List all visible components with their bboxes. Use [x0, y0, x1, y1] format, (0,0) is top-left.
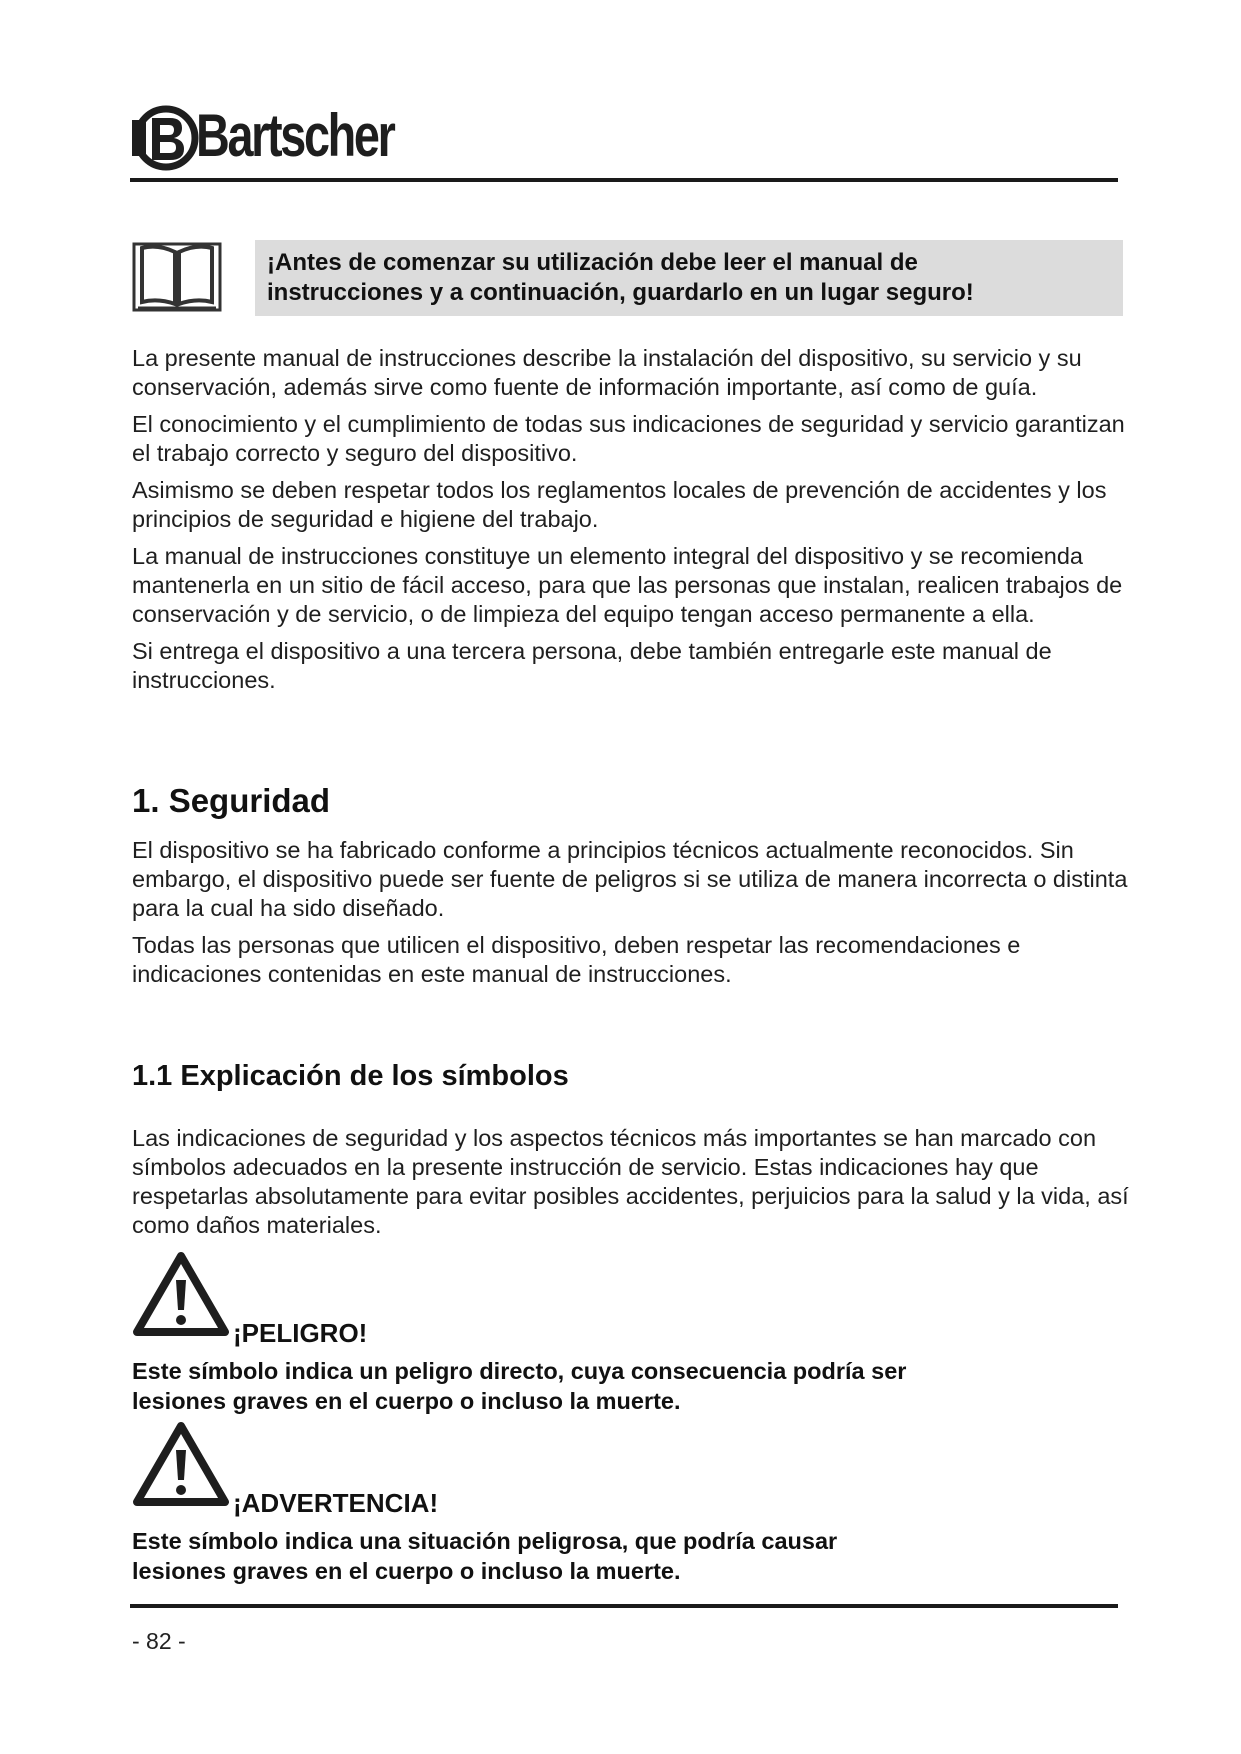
- brand-logo: [132, 98, 392, 178]
- header-rule: [130, 178, 1118, 182]
- intro-paragraph: Asimismo se deben respetar todos los reglamentos locales de prevención de accidentes y los principios de seguridad e higiene del trabajo.: [132, 477, 1107, 532]
- danger-desc-line-2: lesiones graves en el cuerpo o incluso la muerte.: [132, 1388, 681, 1414]
- warning-description: [132, 1526, 1032, 1586]
- section1-paragraph: Todas las personas que utilicen el dispositivo, deben respetar las recomendaciones e indicaciones contenidas en este manual de instrucciones.: [132, 932, 1021, 987]
- intro-paragraph: El conocimiento y el cumplimiento de todas sus indicaciones de seguridad y servicio garantizan el trabajo correcto y seguro del dispositivo.: [132, 411, 1125, 466]
- notice-line-2: instrucciones y a continuación, guardarlo en un lugar seguro!: [267, 279, 974, 306]
- intro-paragraph: Si entrega el dispositivo a una tercera persona, debe también entregarle este manual de instrucciones.: [132, 638, 1052, 693]
- intro-paragraph: La manual de instrucciones constituye un elemento integral del dispositivo y se recomienda mantenerla en un sitio de fácil acceso, para que las personas que instalan, realicen trabajos de conservación y de servicio, o de limpieza del equipo tengan acceso permanente a ella.: [132, 543, 1123, 627]
- section1-paragraph: El dispositivo se ha fabricado conforme a principios técnicos actualmente reconocidos. Sin embargo, el dispositivo puede ser fuente de peligros si se utiliza de manera incorrecta o distinta para la cual ha sido diseñado.: [132, 837, 1128, 921]
- notice-line-1: ¡Antes de comenzar su utilización debe leer el manual de: [267, 249, 918, 276]
- danger-description: [132, 1356, 1032, 1416]
- intro-paragraph: La presente manual de instrucciones describe la instalación del dispositivo, su servicio y su conservación, además sirve como fuente de información importante, así como de guía.: [132, 345, 1082, 400]
- section-heading-seguridad: 1. Seguridad: [132, 782, 331, 819]
- footer-rule: [130, 1604, 1118, 1608]
- logo-wordmark: Bartscher: [196, 102, 394, 169]
- section-heading-simbolos: 1.1 Explicación de los símbolos: [132, 1060, 569, 1092]
- warning-title: ¡ADVERTENCIA!: [233, 1488, 439, 1518]
- page-number: - 82 -: [132, 1628, 186, 1654]
- bartscher-b-icon: [132, 98, 202, 178]
- caution-warning-icon: [132, 1420, 230, 1508]
- notice-text: [267, 248, 1117, 308]
- warning-desc-line-2: lesiones graves en el cuerpo o incluso la muerte.: [132, 1558, 681, 1584]
- warning-desc-line-1: Este símbolo indica una situación peligrosa, que podría causar: [132, 1528, 838, 1554]
- section11-paragraph: Las indicaciones de seguridad y los aspectos técnicos más importantes se han marcado con símbolos adecuados en la presente instrucción de servicio. Estas indicaciones hay que respetarlas absolutamente para evitar posibles accidentes, perjuicios para la salud y la vida, así como daños materiales.: [132, 1125, 1129, 1238]
- danger-title: ¡PELIGRO!: [233, 1318, 368, 1348]
- section11-text: [132, 1124, 1142, 1248]
- danger-warning-icon: [132, 1250, 230, 1338]
- danger-desc-line-1: Este símbolo indica un peligro directo, cuya consecuencia podría ser: [132, 1358, 907, 1384]
- section1-text: [132, 836, 1142, 997]
- intro-text: [132, 344, 1142, 703]
- read-manual-notice: [255, 240, 1123, 316]
- open-book-icon: [132, 238, 222, 316]
